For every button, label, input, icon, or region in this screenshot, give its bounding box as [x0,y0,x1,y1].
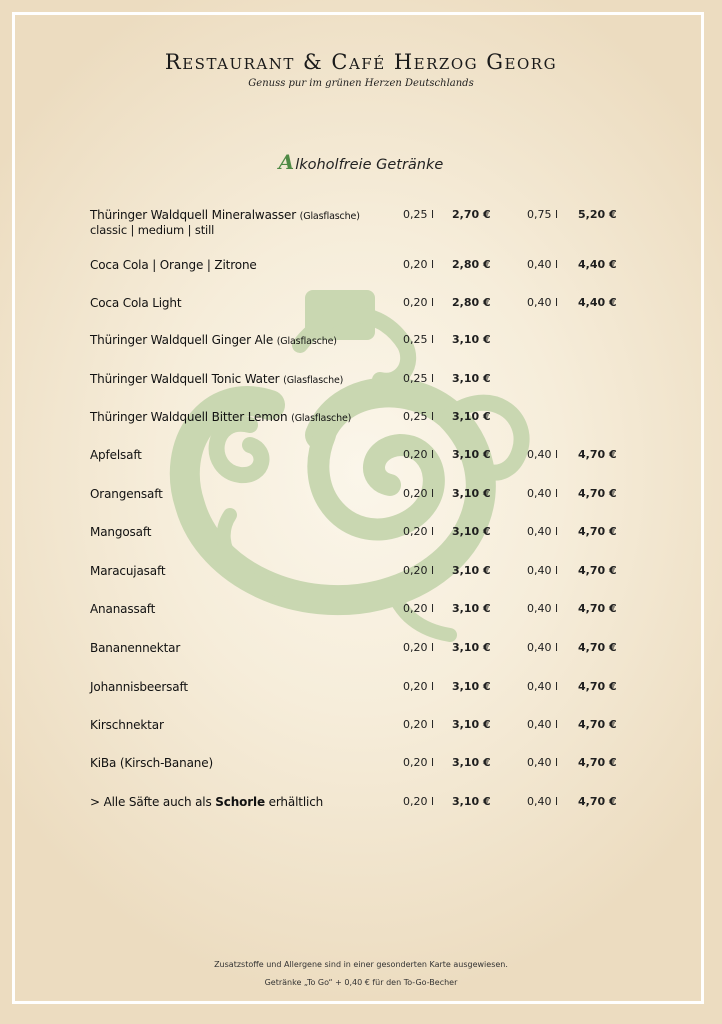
price-small: 3,10 € [452,718,491,731]
volume-small: 0,20 l [403,258,435,271]
togo-note: Getränke „To Go“ + 0,40 € für den To-Go-Becher [264,978,458,987]
volume-large: 0,40 l [527,564,559,577]
item-title: Mangosaft [90,525,152,539]
price-small: 2,80 € [452,296,491,309]
volume-small: 0,20 l [403,602,435,615]
item-name [90,258,257,272]
volume-large: 0,40 l [527,680,559,693]
price-large: 4,70 € [578,602,617,615]
volume-small: 0,25 l [403,208,435,221]
price-small: 3,10 € [452,564,491,577]
volume-small: 0,20 l [403,296,435,309]
menu-row [0,795,722,817]
item-variants: classic | medium | still [90,223,215,237]
volume-small: 0,20 l [403,680,435,693]
price-small: 3,10 € [452,641,491,654]
section-heading [0,150,722,174]
price-large: 4,70 € [578,641,617,654]
volume-large: 0,40 l [527,756,559,769]
item-name [90,208,360,237]
item-title: Thüringer Waldquell Tonic Water [90,372,280,386]
menu-row [0,296,722,318]
item-title: Apfelsaft [90,448,142,462]
volume-small: 0,20 l [403,718,435,731]
item-name [90,680,188,694]
volume-small: 0,25 l [403,333,435,346]
volume-large: 0,40 l [527,258,559,271]
menu-row [0,680,722,702]
volume-large: 0,40 l [527,641,559,654]
menu-row [0,208,722,237]
item-note: (Glasflasche) [299,211,360,222]
restaurant-subtitle: Genuss pur im grünen Herzen Deutschlands [248,78,474,89]
volume-small: 0,25 l [403,372,435,385]
restaurant-title: Restaurant & Café Herzog Georg [164,50,558,74]
item-title: > Alle Säfte auch als [90,795,212,809]
price-large: 4,70 € [578,756,617,769]
menu-row [0,448,722,470]
price-small: 3,10 € [452,410,491,423]
price-large: 4,40 € [578,296,617,309]
price-large: 4,70 € [578,487,617,500]
price-large: 4,70 € [578,448,617,461]
price-small: 3,10 € [452,602,491,615]
menu-row [0,487,722,509]
volume-small: 0,20 l [403,525,435,538]
volume-small: 0,20 l [403,564,435,577]
section-title: lkoholfreie Getränke [295,157,444,173]
menu-row [0,641,722,663]
item-note: (Glasflasche) [283,375,344,386]
item-name [90,448,142,462]
item-name [90,525,151,539]
item-title: Coca Cola | Orange | Zitrone [90,258,257,272]
price-large: 5,20 € [578,208,617,221]
volume-large: 0,40 l [527,487,559,500]
menu-row [0,333,722,355]
price-small: 3,10 € [452,448,491,461]
item-title: Thüringer Waldquell Bitter Lemon [90,410,288,424]
item-name [90,641,180,655]
menu-row [0,718,722,740]
item-title: Johannisbeersaft [90,680,188,694]
item-name [90,718,164,732]
volume-large: 0,75 l [527,208,559,221]
price-small: 3,10 € [452,680,491,693]
section-initial: A [278,150,295,174]
volume-large: 0,40 l [527,718,559,731]
allergen-note: Zusatzstoffe und Allergene sind in einer gesonderten Karte ausgewiesen. [214,960,508,969]
item-title: Coca Cola Light [90,296,182,310]
volume-large: 0,40 l [527,448,559,461]
volume-small: 0,20 l [403,487,435,500]
item-title: Bananennektar [90,641,181,655]
item-title: Ananassaft [90,602,156,616]
item-name [90,410,351,424]
volume-large: 0,40 l [527,795,559,808]
price-small: 3,10 € [452,795,491,808]
item-highlight: Schorle [215,795,265,809]
menu-row [0,564,722,586]
item-title: Kirschnektar [90,718,164,732]
price-large: 4,70 € [578,795,617,808]
volume-large: 0,40 l [527,602,559,615]
item-name [90,756,213,770]
item-note: (Glasflasche) [291,413,352,424]
menu-row [0,372,722,394]
item-title: Thüringer Waldquell Ginger Ale [90,333,274,347]
item-suffix: erhältlich [268,795,324,809]
price-small: 2,70 € [452,208,491,221]
price-large: 4,70 € [578,680,617,693]
item-name [90,795,323,809]
item-name [90,333,337,347]
volume-large: 0,40 l [527,525,559,538]
volume-small: 0,20 l [403,795,435,808]
item-name [90,487,163,501]
price-large: 4,70 € [578,564,617,577]
item-name [90,564,165,578]
item-title: KiBa [90,756,117,770]
price-small: 3,10 € [452,333,491,346]
price-large: 4,40 € [578,258,617,271]
item-note: (Kirsch-Banane) [119,756,214,770]
price-small: 3,10 € [452,525,491,538]
menu-row [0,756,722,778]
price-small: 3,10 € [452,756,491,769]
item-note: (Glasflasche) [276,336,337,347]
volume-small: 0,25 l [403,410,435,423]
volume-large: 0,40 l [527,296,559,309]
menu-row [0,525,722,547]
item-title: Orangensaft [90,487,163,501]
volume-small: 0,20 l [403,641,435,654]
volume-small: 0,20 l [403,448,435,461]
price-small: 2,80 € [452,258,491,271]
menu-row [0,602,722,624]
price-small: 3,10 € [452,487,491,500]
item-title: Maracujasaft [90,564,166,578]
item-name [90,372,343,386]
menu-row [0,410,722,432]
item-name [90,602,155,616]
menu-row [0,258,722,280]
price-large: 4,70 € [578,718,617,731]
volume-small: 0,20 l [403,756,435,769]
price-small: 3,10 € [452,372,491,385]
item-name [90,296,181,310]
price-large: 4,70 € [578,525,617,538]
item-title: Thüringer Waldquell Mineralwasser [90,208,296,222]
